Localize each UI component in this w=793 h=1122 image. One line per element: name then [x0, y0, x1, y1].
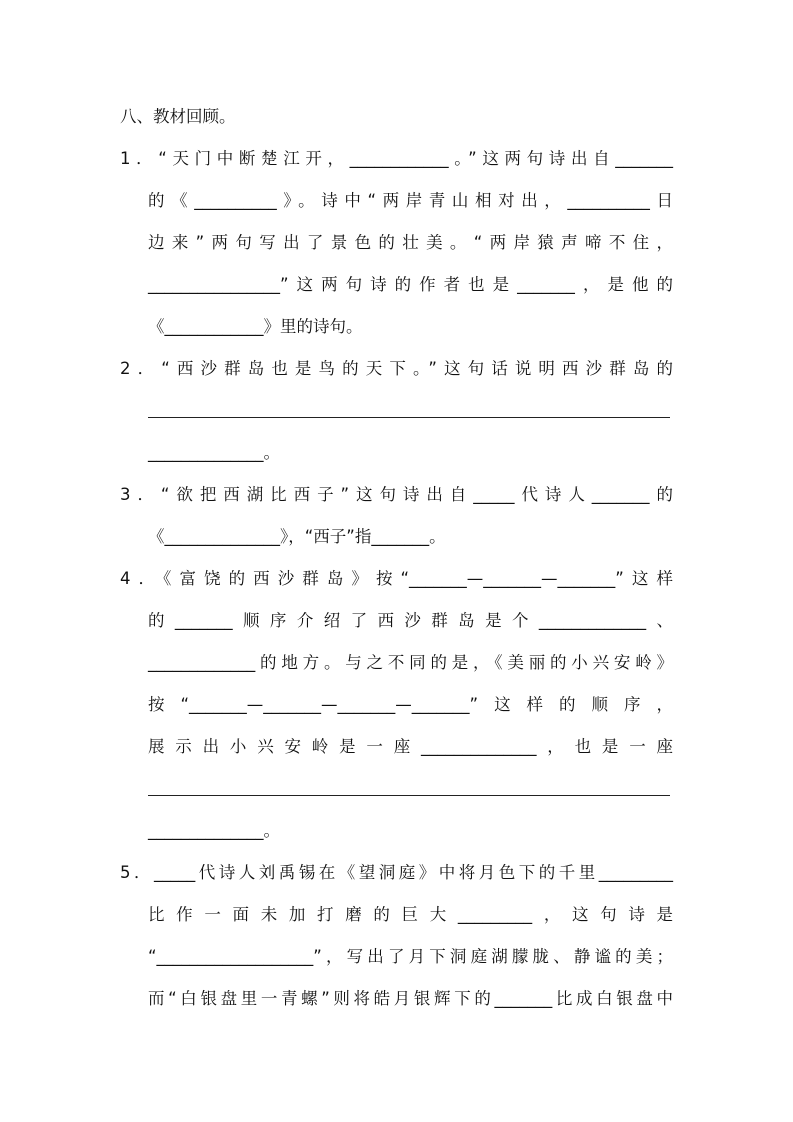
q4-answer-blank [148, 795, 670, 796]
q3-line-1: 3．“欲把西湖比西子”这句诗出自_____代诗人_______的 [120, 485, 673, 504]
q1-line-2: 的《__________》。诗中“两岸青山相对出，__________日 [148, 191, 673, 210]
section-title: 八、教材回顾。 [120, 107, 236, 126]
q5-line-1: 5．_____代诗人刘禹锡在《望洞庭》中将月色下的千里_________ [120, 863, 673, 882]
q1-line-4: ________________”这两句诗的作者也是_______，是他的 [148, 275, 673, 294]
q1-line-1: 1．“天门中断楚江开，____________。”这两句诗出自_______ [120, 149, 673, 168]
q1-line-5: 《____________》里的诗句。 [148, 317, 363, 336]
q3-line-2: 《______________》，“西子”指_______。 [148, 527, 446, 546]
q4-line-1: 4．《富饶的西沙群岛》按“_______—_______—_______”这样 [120, 569, 673, 588]
q5-line-2: 比作一面未加打磨的巨大_________，这句诗是 [148, 905, 673, 924]
q5-line-4: 而“白银盘里一青螺”则将皓月银辉下的_______比成白银盘中 [148, 989, 673, 1008]
q5-line-3: “___________________”，写出了月下洞庭湖朦胧、静谧的美； [148, 947, 673, 966]
q2-line-1: 2．“西沙群岛也是鸟的天下。”这句话说明西沙群岛的 [120, 359, 673, 378]
q1-line-3: 边来”两句写出了景色的壮美。“两岸猿声啼不住， [148, 233, 673, 252]
q4-line-7: ______________。 [148, 821, 280, 840]
q2-answer-blank [148, 417, 670, 418]
q4-line-4: 按“_______—_______—_______—_______”这样的顺序， [148, 695, 673, 714]
q4-line-2: 的_______顺序介绍了西沙群岛是个_____________、 [148, 611, 673, 630]
q2-line-3: ______________。 [148, 443, 280, 462]
q4-line-5: 展示出小兴安岭是一座______________，也是一座 [148, 737, 673, 756]
q4-line-3: _____________的地方。与之不同的是，《美丽的小兴安岭》 [148, 653, 673, 672]
